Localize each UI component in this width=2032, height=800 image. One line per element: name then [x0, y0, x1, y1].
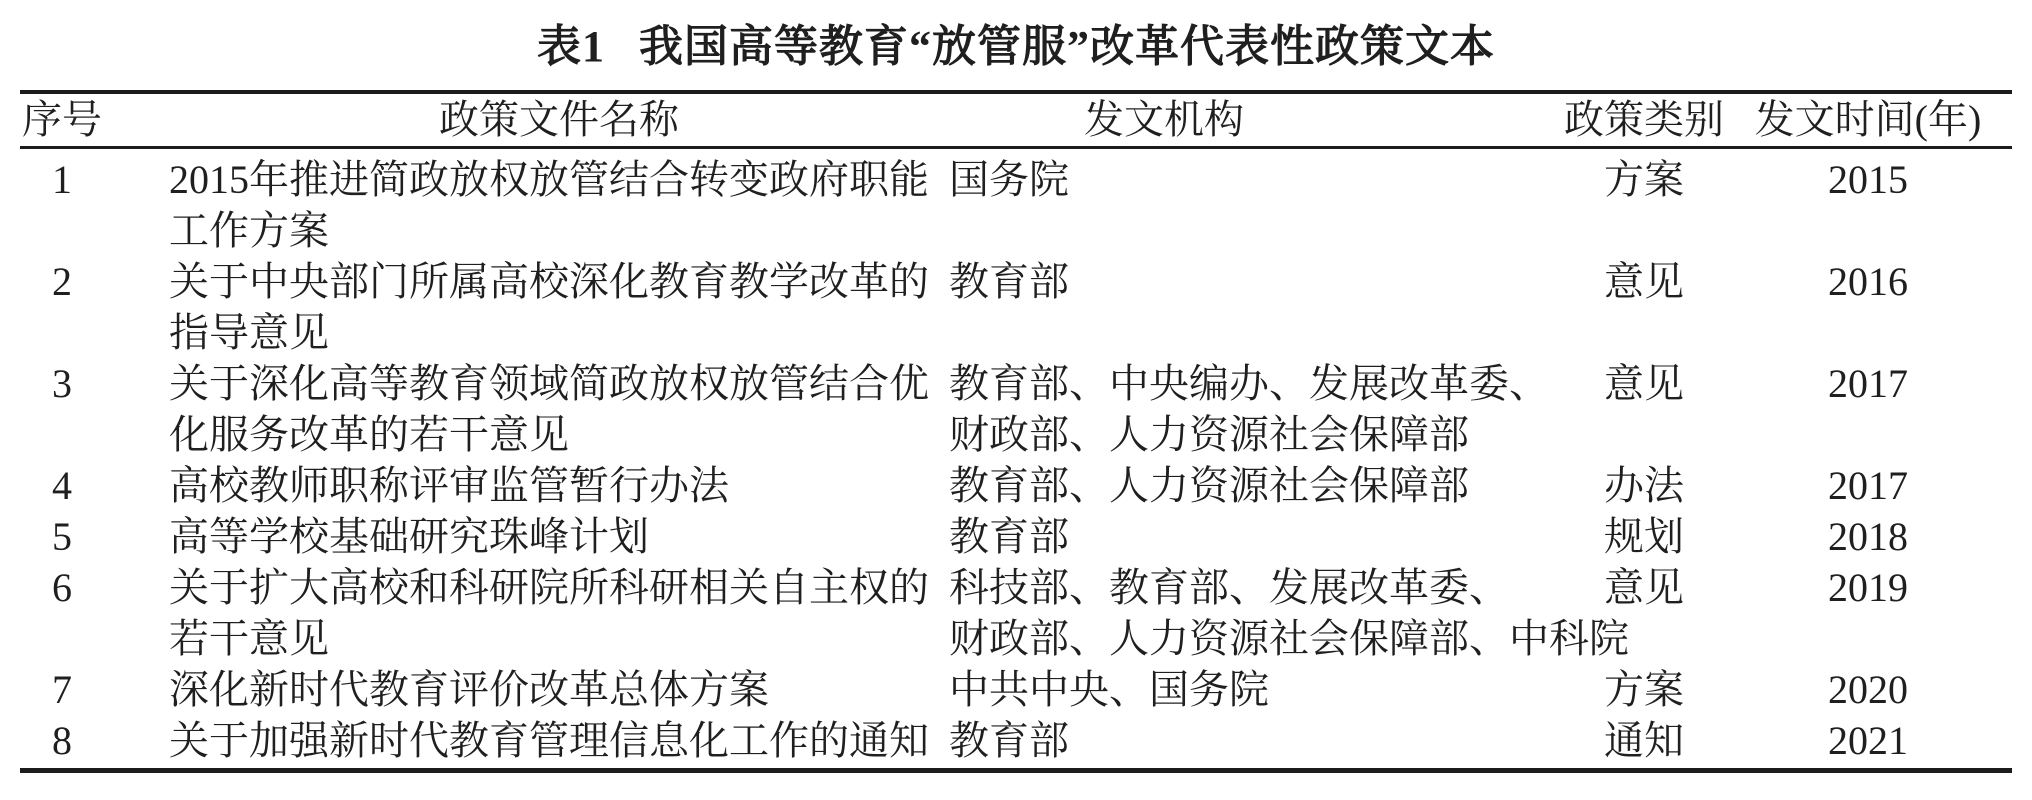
issue-year-cell: [1724, 460, 2012, 511]
row-number-cell-line: 3: [52, 361, 72, 406]
issue-year-cell: [1724, 154, 2012, 205]
policy-name-cell: [169, 511, 949, 562]
row-number-cell-line: 5: [52, 514, 72, 559]
table-row: [20, 715, 2012, 766]
issue-year-cell-line: 2017: [1828, 463, 1908, 508]
row-number-cell: [20, 664, 169, 715]
policy-name-cell-line: 指导意见: [169, 310, 329, 355]
row-number-cell: [20, 358, 169, 409]
policy-name-cell-line: 关于加强新时代教育管理信息化工作的通知: [169, 718, 929, 763]
issuing-agency-cell-line: 国务院: [949, 157, 1069, 202]
table-title-label: 表1: [537, 22, 605, 71]
policy-table: [20, 90, 2012, 773]
policy-category-cell-line: 规划: [1604, 514, 1684, 559]
row-number-cell-line: 2: [52, 259, 72, 304]
policy-category-cell: [1564, 256, 1724, 307]
issuing-agency-cell: [949, 460, 1564, 511]
issuing-agency-cell-line: 科技部、教育部、发展改革委、: [949, 565, 1509, 610]
policy-name-cell-line: 关于中央部门所属高校深化教育教学改革的: [169, 259, 929, 304]
table-row: [20, 511, 2012, 562]
issuing-agency-cell-line: 中共中央、国务院: [949, 667, 1269, 712]
paper-page: [20, 0, 2012, 773]
issuing-agency-cell: [949, 562, 1629, 664]
table-row: [20, 664, 2012, 715]
issuing-agency-cell-line: 财政部、人力资源社会保障部、中科院: [949, 616, 1629, 661]
issue-year-cell-line: 2019: [1828, 565, 1908, 610]
policy-category-cell-line: 方案: [1604, 667, 1684, 712]
issue-year-cell: [1724, 664, 2012, 715]
table-row: [20, 154, 2012, 256]
issuing-agency-cell-line: 教育部: [949, 718, 1069, 763]
issuing-agency-cell: [949, 358, 1564, 460]
table-row: [20, 562, 2012, 664]
policy-name-cell: [169, 154, 949, 256]
issue-year-cell-line: 2016: [1828, 259, 1908, 304]
issue-year-cell-line: 2020: [1828, 667, 1908, 712]
row-number-cell: [20, 562, 169, 613]
policy-name-cell: [169, 256, 949, 358]
row-number-cell-line: 1: [52, 157, 72, 202]
policy-name-cell-line: 高等学校基础研究珠峰计划: [169, 514, 649, 559]
row-number-cell: [20, 154, 169, 205]
policy-name-cell: [169, 562, 949, 664]
issuing-agency-cell-line: 财政部、人力资源社会保障部: [949, 412, 1469, 457]
policy-category-cell: [1564, 154, 1724, 205]
policy-category-cell: [1564, 460, 1724, 511]
issue-year-cell-line: 2017: [1828, 361, 1908, 406]
policy-name-cell: [169, 664, 949, 715]
row-number-cell-line: 6: [52, 565, 72, 610]
issue-year-cell-line: 2015: [1828, 157, 1908, 202]
issuing-agency-cell-line: 教育部: [949, 514, 1069, 559]
issuing-agency-cell: [949, 256, 1564, 307]
issuing-agency-cell: [949, 664, 1564, 715]
column-header-category: 政策类别: [1564, 97, 1724, 142]
row-number-cell: [20, 715, 169, 766]
issue-year-cell-line: 2018: [1828, 514, 1908, 559]
policy-name-cell-line: 若干意见: [169, 616, 329, 661]
issue-year-cell-line: 2021: [1828, 718, 1908, 763]
issue-year-cell: [1724, 511, 2012, 562]
row-number-cell-line: 7: [52, 667, 72, 712]
table-title-text: 我国高等教育“放管服”改革代表性政策文本: [639, 22, 1495, 71]
policy-category-cell: [1564, 664, 1724, 715]
column-header-no: 序号: [22, 97, 102, 142]
issuing-agency-cell: [949, 715, 1564, 766]
policy-name-cell: [169, 715, 949, 766]
row-number-cell: [20, 511, 169, 562]
row-number-cell-line: 8: [52, 718, 72, 763]
column-header-year: 发文时间(年): [1754, 97, 1982, 142]
table-header-row: [20, 90, 2012, 149]
policy-name-cell-line: 2015年推进简政放权放管结合转变政府职能: [169, 157, 929, 202]
issue-year-cell: [1724, 256, 2012, 307]
table-row: [20, 256, 2012, 358]
row-number-cell: [20, 460, 169, 511]
policy-category-cell: [1564, 715, 1724, 766]
policy-name-cell: [169, 460, 949, 511]
policy-name-cell-line: 深化新时代教育评价改革总体方案: [169, 667, 769, 712]
issuing-agency-cell: [949, 154, 1564, 205]
row-number-cell-line: 4: [52, 463, 72, 508]
policy-category-cell: [1564, 511, 1724, 562]
table-row: [20, 358, 2012, 460]
policy-category-cell-line: 方案: [1604, 157, 1684, 202]
policy-category-cell-line: 办法: [1604, 463, 1684, 508]
row-number-cell: [20, 256, 169, 307]
policy-name-cell-line: 关于扩大高校和科研院所科研相关自主权的: [169, 565, 929, 610]
policy-category-cell-line: 通知: [1604, 718, 1684, 763]
policy-category-cell: [1564, 358, 1724, 409]
table-row: [20, 460, 2012, 511]
issue-year-cell: [1724, 715, 2012, 766]
issuing-agency-cell: [949, 511, 1564, 562]
issuing-agency-cell-line: 教育部、中央编办、发展改革委、: [949, 361, 1549, 406]
issuing-agency-cell-line: 教育部: [949, 259, 1069, 304]
policy-name-cell-line: 化服务改革的若干意见: [169, 412, 569, 457]
policy-category-cell-line: 意见: [1604, 361, 1684, 406]
issuing-agency-cell-line: 教育部、人力资源社会保障部: [949, 463, 1469, 508]
policy-name-cell: [169, 358, 949, 460]
policy-category-cell-line: 意见: [1604, 565, 1684, 610]
policy-name-cell-line: 高校教师职称评审监管暂行办法: [169, 463, 729, 508]
policy-category-cell-line: 意见: [1604, 259, 1684, 304]
table-title: [20, 18, 2012, 76]
policy-name-cell-line: 关于深化高等教育领域简政放权放管结合优: [169, 361, 929, 406]
policy-name-cell-line: 工作方案: [169, 208, 329, 253]
issue-year-cell: [1724, 358, 2012, 409]
column-header-agency: 发文机构: [1084, 97, 1244, 142]
column-header-name: 政策文件名称: [439, 97, 679, 142]
policy-category-cell: [1564, 562, 1724, 613]
issue-year-cell: [1724, 562, 2012, 613]
table-body: [20, 149, 2012, 773]
